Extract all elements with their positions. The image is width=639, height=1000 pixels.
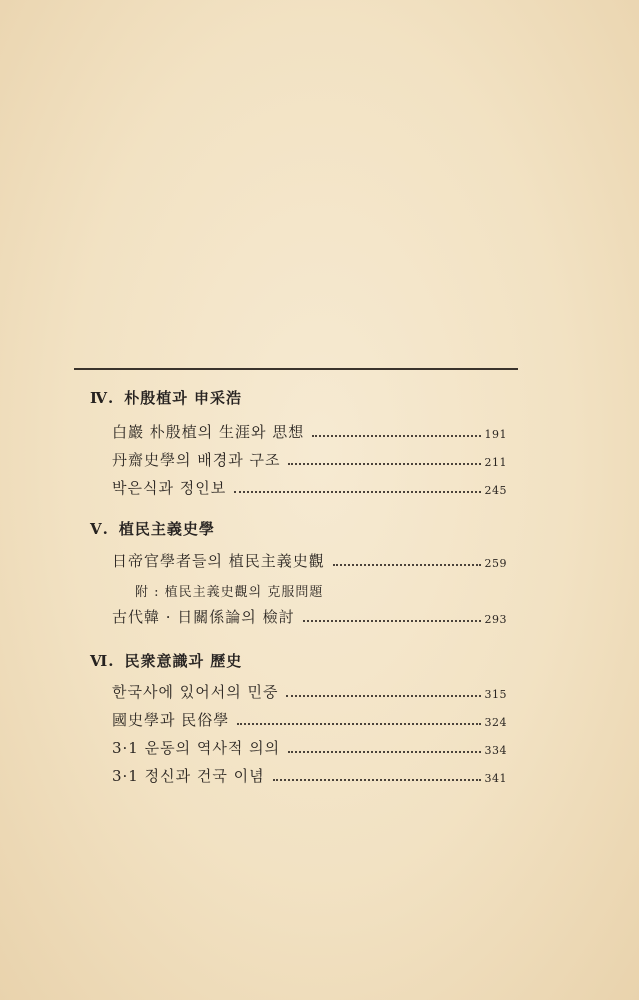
section-numeral: Ⅵ. [90, 652, 115, 670]
dot-leader [286, 695, 480, 697]
entry-title: 日帝官學者들의 植民主義史觀 [112, 552, 325, 570]
section-title: 植民主義史學 [118, 520, 215, 538]
dot-leader [273, 779, 481, 781]
section-heading-5 [90, 518, 215, 539]
entry-page: 259 [484, 557, 507, 570]
entry-page: 293 [484, 613, 507, 626]
entry-page: 334 [484, 744, 507, 757]
toc-entry[interactable] [112, 549, 507, 571]
toc-entry[interactable] [112, 680, 507, 702]
section-heading-6 [90, 650, 242, 671]
entry-page: 245 [484, 484, 507, 497]
entry-title: 박은식과 정인보 [112, 479, 227, 497]
entry-title: 丹齋史學의 배경과 구조 [112, 451, 281, 469]
entry-title: 3·1 정신과 건국 이념 [112, 767, 265, 785]
dot-leader [312, 435, 480, 437]
dot-leader [303, 620, 481, 622]
entry-title: 3·1 운동의 역사적 의의 [112, 739, 281, 757]
section-title: 朴殷植과 申采浩 [124, 389, 242, 407]
entry-page: 315 [484, 688, 507, 701]
entry-title: 白巖 朴殷植의 生涯와 思想 [112, 423, 305, 441]
toc-entry[interactable] [112, 736, 507, 758]
toc-entry[interactable] [112, 605, 507, 627]
toc-entry[interactable] [112, 448, 507, 470]
entry-page: 191 [484, 428, 507, 441]
entry-title: 한국사에 있어서의 민중 [112, 683, 279, 701]
section-numeral: Ⅳ. [90, 389, 115, 407]
entry-title: 古代韓 · 日關係論의 檢討 [112, 608, 295, 626]
toc-entry[interactable] [112, 764, 507, 786]
entry-page: 211 [484, 456, 507, 469]
toc-entry[interactable] [112, 420, 507, 442]
toc-entry[interactable] [112, 708, 507, 730]
section-numeral: Ⅴ. [90, 520, 109, 538]
dot-leader [288, 751, 480, 753]
toc-entry[interactable] [112, 476, 507, 498]
toc-sub-entry[interactable] [135, 578, 323, 600]
dot-leader [333, 564, 481, 566]
dot-leader [288, 463, 480, 465]
dot-leader [237, 723, 480, 725]
section-title: 民衆意識과 歷史 [124, 652, 243, 670]
entry-page: 324 [484, 716, 507, 729]
dot-leader [234, 491, 480, 493]
entry-title: 附 : 植民主義史觀의 克服問題 [135, 585, 324, 600]
entry-title: 國史學과 民俗學 [112, 711, 230, 729]
section-heading-4 [90, 387, 242, 408]
entry-page: 341 [484, 772, 507, 785]
